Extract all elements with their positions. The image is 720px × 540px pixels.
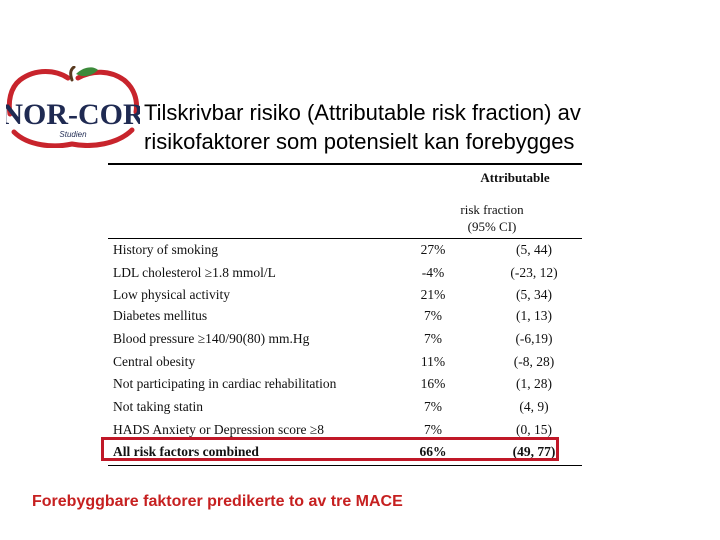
- table-row: [0, 399, 720, 421]
- confidence-interval: (49, 77): [512, 444, 556, 459]
- apple-logo-icon: [6, 66, 140, 148]
- table-row: [0, 265, 720, 287]
- nor-cor-logo: [6, 66, 140, 148]
- confidence-interval: (1, 28): [516, 376, 552, 391]
- table-row: [0, 354, 720, 376]
- combined-row-highlight-box: [101, 437, 559, 461]
- risk-fraction-value: 7%: [424, 422, 442, 437]
- risk-factor-label: Not taking statin: [113, 399, 203, 414]
- table-top-rule: [108, 163, 582, 165]
- confidence-interval: (5, 44): [516, 242, 552, 257]
- logo-text: NOR-COR: [6, 98, 140, 131]
- risk-factor-label: Diabetes mellitus: [113, 308, 208, 323]
- risk-factor-label: Blood pressure ≥140/90(80) mm.Hg: [113, 331, 310, 346]
- risk-fraction-value: 7%: [424, 308, 442, 323]
- risk-factor-label: LDL cholesterol ≥1.8 mmol/L: [113, 265, 276, 280]
- column-header-line-3: (95% CI): [467, 219, 517, 234]
- column-header-line-2: risk fraction: [460, 202, 524, 217]
- table-row: [0, 242, 720, 264]
- confidence-interval: (1, 13): [516, 308, 552, 323]
- confidence-interval: (4, 9): [519, 399, 549, 414]
- risk-fraction-value: 7%: [424, 331, 442, 346]
- risk-factor-label: Low physical activity: [113, 287, 230, 302]
- risk-factor-label: All risk factors combined: [113, 444, 259, 459]
- table-bottom-rule: [108, 465, 582, 466]
- title-line-2: risikofaktorer som potensielt kan forebygges: [144, 129, 575, 154]
- risk-fraction-value: 11%: [420, 354, 446, 369]
- risk-factor-label: Not participating in cardiac rehabilitation: [113, 376, 337, 391]
- risk-factor-label: HADS Anxiety or Depression score ≥8: [113, 422, 325, 437]
- risk-fraction-value: 27%: [420, 242, 446, 257]
- confidence-interval: (-6,19): [515, 331, 553, 346]
- logo-subtext: Studien: [59, 130, 87, 139]
- confidence-interval: (-8, 28): [513, 354, 555, 369]
- risk-fraction-value: 21%: [420, 287, 446, 302]
- table-header-rule: [108, 238, 582, 239]
- table-row: [0, 376, 720, 398]
- table-row: [0, 331, 720, 353]
- title-line-1: Tilskrivbar risiko (Attributable risk fraction) av: [144, 100, 581, 125]
- table-row: [0, 308, 720, 330]
- risk-fraction-value: -4%: [421, 265, 445, 280]
- risk-factor-label: Central obesity: [113, 354, 196, 369]
- confidence-interval: (5, 34): [516, 287, 552, 302]
- page-title: [144, 98, 704, 156]
- risk-fraction-value: 16%: [420, 376, 446, 391]
- confidence-interval: (0, 15): [516, 422, 552, 437]
- confidence-interval: (-23, 12): [510, 265, 558, 280]
- risk-fraction-value: 66%: [419, 444, 447, 459]
- conclusion-text: Forebyggbare faktorer predikerte to av tre MACE: [32, 493, 403, 510]
- risk-fraction-value: 7%: [424, 399, 442, 414]
- column-header-line-1: Attributable: [480, 170, 550, 185]
- table-row: [0, 287, 720, 309]
- risk-factor-label: History of smoking: [113, 242, 219, 257]
